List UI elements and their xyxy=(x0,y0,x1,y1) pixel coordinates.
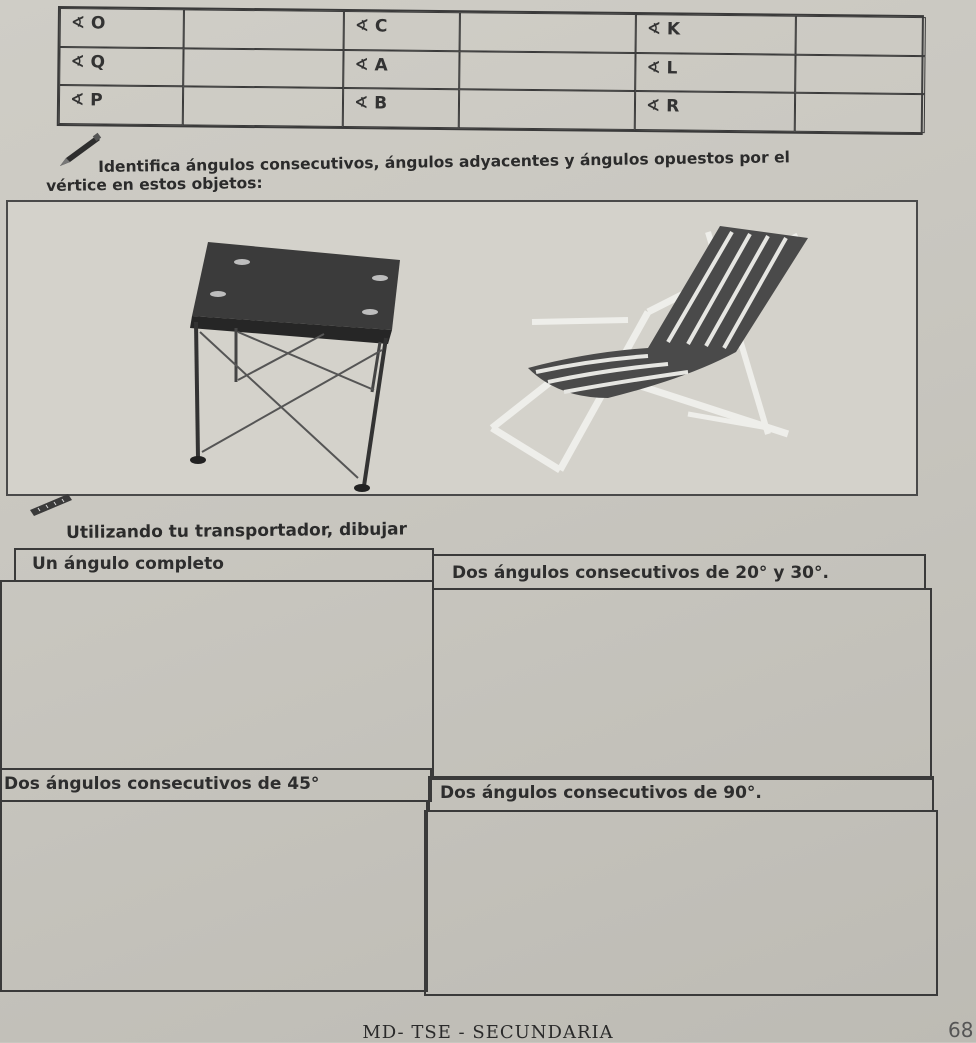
angle-cell: ∢ R xyxy=(635,91,795,131)
task-45-angles: Dos ángulos consecutivos de 45° xyxy=(4,774,320,794)
drawing-area-45-angles[interactable] xyxy=(0,800,428,992)
drawing-area-complete-angle[interactable] xyxy=(0,580,434,770)
answer-cell[interactable] xyxy=(183,48,343,88)
angle-cell: ∢ C xyxy=(344,11,460,51)
instruction-text-continued: vértice en estos objetos: xyxy=(46,173,263,195)
instruction-text: Identifica ángulos consecutivos, ángulos adyacentes y ángulos opuestos por el xyxy=(98,148,790,176)
folding-table-and-chair-illustration xyxy=(8,202,916,494)
task-complete-angle: Un ángulo completo xyxy=(32,554,224,574)
page-number: 68 xyxy=(948,1018,974,1042)
answer-cell[interactable] xyxy=(459,90,635,131)
answer-cell[interactable] xyxy=(183,87,343,127)
angle-cell: ∢ L xyxy=(635,53,795,93)
pencil-icon xyxy=(56,130,104,170)
angle-cell: ∢ A xyxy=(343,50,459,90)
drawing-area-90-angles[interactable] xyxy=(424,810,938,996)
ruler-icon xyxy=(28,492,74,518)
angle-table xyxy=(57,6,924,135)
angle-cell: ∢ P xyxy=(59,85,183,125)
answer-cell[interactable] xyxy=(460,12,636,52)
beach-chair-image xyxy=(492,226,808,470)
task-90-angles: Dos ángulos consecutivos de 90°. xyxy=(440,783,762,803)
answer-cell[interactable] xyxy=(184,9,344,49)
drawing-grid xyxy=(0,548,940,998)
answer-cell[interactable] xyxy=(796,16,926,56)
drawing-area-20-30-angles[interactable] xyxy=(432,588,932,780)
angle-cell: ∢ Q xyxy=(59,47,183,87)
page-footer: MD- TSE - SECUNDARIA xyxy=(362,1022,614,1043)
instruction-text: Utilizando tu transportador, dibujar xyxy=(66,519,408,543)
angle-cell: ∢ O xyxy=(60,8,184,48)
angle-cell: ∢ B xyxy=(343,88,459,128)
angle-cell: ∢ K xyxy=(636,14,796,54)
objects-picture xyxy=(6,200,918,496)
answer-cell[interactable] xyxy=(459,51,635,92)
folding-table-image xyxy=(190,242,400,492)
answer-cell[interactable] xyxy=(795,54,925,94)
task-20-30-angles: Dos ángulos consecutivos de 20° y 30°. xyxy=(452,563,829,583)
answer-cell[interactable] xyxy=(795,93,925,133)
